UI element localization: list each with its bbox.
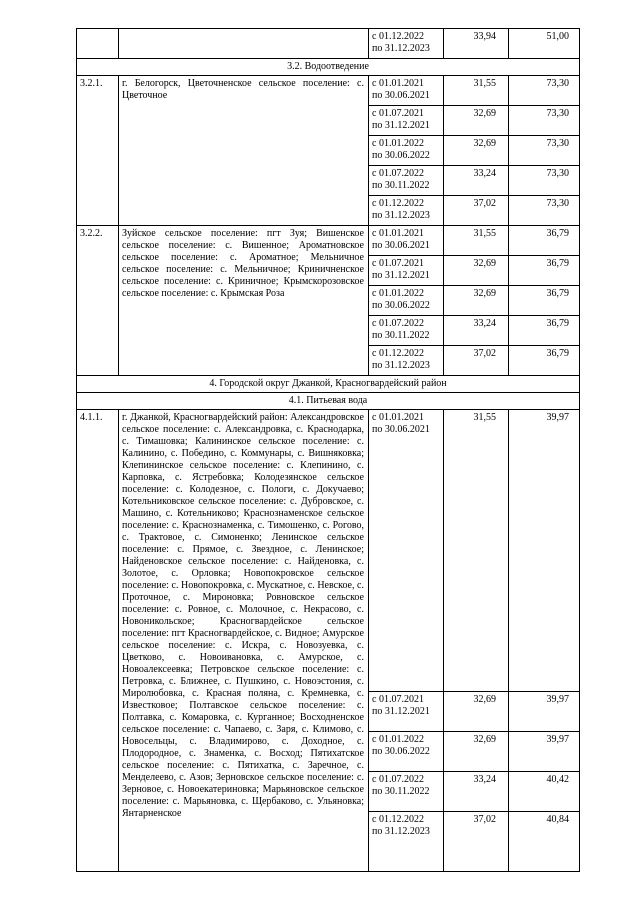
value-1: 31,55	[444, 226, 509, 256]
section-header-row	[77, 59, 580, 76]
value-1: 37,02	[444, 812, 509, 872]
period-from: с 01.01.2022	[372, 734, 424, 745]
period-to: по 30.11.2022	[372, 180, 430, 191]
period-to: по 30.06.2021	[372, 240, 430, 251]
period-cell	[369, 316, 444, 346]
period-from: с 01.07.2021	[372, 258, 424, 269]
period-from: с 01.07.2022	[372, 168, 424, 179]
period-from: с 01.12.2022	[372, 198, 424, 209]
value-2: 36,79	[509, 226, 580, 256]
period-to: по 31.12.2023	[372, 43, 430, 54]
period-to: по 30.06.2022	[372, 300, 430, 311]
row-number: 4.1.1.	[77, 410, 119, 872]
area-cell: Зуйское сельское поселение: пгт Зуя; Вишенское сельское поселение: с. Вишенное; Ароматновское сельское поселение: с. Ароматное; Мельничное сельское поселение: с. Мельничное; Криничненское сельское поселение: с. Криничное; Крымскорозовское сельское поселение: с. Крымская Роза	[119, 226, 369, 376]
value-1: 31,55	[444, 410, 509, 692]
value-2: 40,84	[509, 812, 580, 872]
period-cell	[369, 76, 444, 106]
section-header: 4. Городской округ Джанкой, Красногвардейский район	[77, 376, 580, 393]
table-row	[77, 226, 580, 256]
period-from: с 01.07.2022	[372, 774, 424, 785]
period-to: по 30.11.2022	[372, 330, 430, 341]
period-cell	[369, 136, 444, 166]
section-header-row	[77, 376, 580, 393]
value-1: 37,02	[444, 196, 509, 226]
period-from: с 01.12.2022	[372, 814, 424, 825]
value-2: 73,30	[509, 166, 580, 196]
period-to: по 30.06.2021	[372, 90, 430, 101]
value-1: 33,24	[444, 772, 509, 812]
value-2: 73,30	[509, 76, 580, 106]
period-cell	[369, 732, 444, 772]
period-to: по 30.06.2021	[372, 424, 430, 435]
period-to: по 31.12.2021	[372, 270, 430, 281]
period-cell	[369, 29, 444, 59]
value-2: 39,97	[509, 732, 580, 772]
period-to: по 31.12.2023	[372, 210, 430, 221]
tariff-table	[76, 28, 580, 872]
period-from: с 01.01.2021	[372, 78, 424, 89]
period-from: с 01.12.2022	[372, 31, 424, 42]
value-1: 32,69	[444, 692, 509, 732]
table-row	[77, 29, 580, 59]
section-header: 4.1. Питьевая вода	[77, 393, 580, 410]
period-to: по 31.12.2023	[372, 826, 430, 837]
period-cell	[369, 166, 444, 196]
value-2: 73,30	[509, 136, 580, 166]
period-from: с 01.01.2022	[372, 138, 424, 149]
value-1: 31,55	[444, 76, 509, 106]
area-cell	[119, 29, 369, 59]
period-from: с 01.07.2021	[372, 694, 424, 705]
period-cell	[369, 772, 444, 812]
row-number: 3.2.2.	[77, 226, 119, 376]
value-1: 32,69	[444, 106, 509, 136]
section-header-row	[77, 393, 580, 410]
period-cell	[369, 410, 444, 692]
period-to: по 30.06.2022	[372, 746, 430, 757]
period-cell	[369, 286, 444, 316]
period-from: с 01.07.2022	[372, 318, 424, 329]
period-cell	[369, 196, 444, 226]
value-1: 32,69	[444, 286, 509, 316]
value-2: 73,30	[509, 106, 580, 136]
period-cell	[369, 346, 444, 376]
value-2: 36,79	[509, 316, 580, 346]
value-1: 33,24	[444, 316, 509, 346]
value-2: 40,42	[509, 772, 580, 812]
period-cell	[369, 226, 444, 256]
value-2: 36,79	[509, 256, 580, 286]
value-2: 39,97	[509, 692, 580, 732]
section-header: 3.2. Водоотведение	[77, 59, 580, 76]
row-number: 3.2.1.	[77, 76, 119, 226]
period-from: с 01.01.2022	[372, 288, 424, 299]
period-from: с 01.01.2021	[372, 228, 424, 239]
value-2: 39,97	[509, 410, 580, 692]
value-1: 32,69	[444, 732, 509, 772]
table-row	[77, 76, 580, 106]
row-number	[77, 29, 119, 59]
period-cell	[369, 692, 444, 732]
period-from: с 01.07.2021	[372, 108, 424, 119]
value-1: 37,02	[444, 346, 509, 376]
value-1: 32,69	[444, 136, 509, 166]
period-from: с 01.01.2021	[372, 412, 424, 423]
area-cell: г. Белогорск, Цветочненское сельское поселение: с. Цветочное	[119, 76, 369, 226]
period-to: по 30.11.2022	[372, 786, 430, 797]
value-2: 51,00	[509, 29, 580, 59]
value-1: 32,69	[444, 256, 509, 286]
value-2: 36,79	[509, 286, 580, 316]
period-to: по 31.12.2021	[372, 706, 430, 717]
value-2: 36,79	[509, 346, 580, 376]
value-2: 73,30	[509, 196, 580, 226]
period-from: с 01.12.2022	[372, 348, 424, 359]
period-to: по 30.06.2022	[372, 150, 430, 161]
area-cell: г. Джанкой, Красногвардейский район: Александровское сельское поселение: с. Александровка, с. Краснодарка, с. Тимашовка; Калининское сельское поселение: с. Калинино, с. Побединo, с. Коммунары, с. Вишняковка; Клепининское сельское поселение: с. Клепинино, с. Карповка, с. Ястребовка; Колодезянское сельское поселение: с. Колодезное, с. Пологи, с. Докучаево; Котельниковское сельское поселение: с. Дубровское, с. Машино, с. Котельниково; Краснознаменское сельское поселение: с. Краснознаменка, с. Тимошенко, с. Рогово, с. Трактовое, с. Симоненко; Ленинское сельское поселение: с. Прямое, с. Звездное, с. Ленинское; Найденовское сельское поселение: с. Найденовка, с. Золотое, с. Орловка; Новопокровское сельское поселение: с. Новопокровка, с. Мускатное, с. Невское, с. Проточное, с. Мироновка; Ровновское сельское поселение: с. Ровное, с. Молочное, с. Некрасово, с. Новоникольское; Красногвардейское сельское поселение: пгт Красногвардейское, с. Видное; Амурское сельское поселение: с. Искра, с. Новозуевка, с. Цветково, с. Новоивановка, с. Амурское, с. Новоалексеевка; Петровское сельское поселение: с. Петровка, с. Ближнее, с. Пушкино, с. Новоэстония, с. Миролюбовка, с. Красная поляна, с. Кремневка, с. Известковое; Полтавское сельское поселение: с. Полтавка, с. Комаровка, с. Курганное; Восходненское сельское поселение: с. Чапаево, с. Заря, с. Климово, с. Новосельцы, с. Владимирово, с. Доходное, с. Плодородное, с. Знаменка, с. Восход; Пятихатское сельское поселение: с. Пятихатка, с. Заречное, с. Менделеево, с. Азов; Зерновское сельское поселение: с. Зерновое, с. Новоекатериновка; Марьяновское сельское поселение: с. Марьяновка, с. Щербаково, с. Ульяновка; Янтарненское	[119, 410, 369, 872]
period-cell	[369, 256, 444, 286]
value-1: 33,24	[444, 166, 509, 196]
period-cell	[369, 106, 444, 136]
period-cell	[369, 812, 444, 872]
value-1: 33,94	[444, 29, 509, 59]
period-to: по 31.12.2023	[372, 360, 430, 371]
table-row	[77, 410, 580, 692]
period-to: по 31.12.2021	[372, 120, 430, 131]
